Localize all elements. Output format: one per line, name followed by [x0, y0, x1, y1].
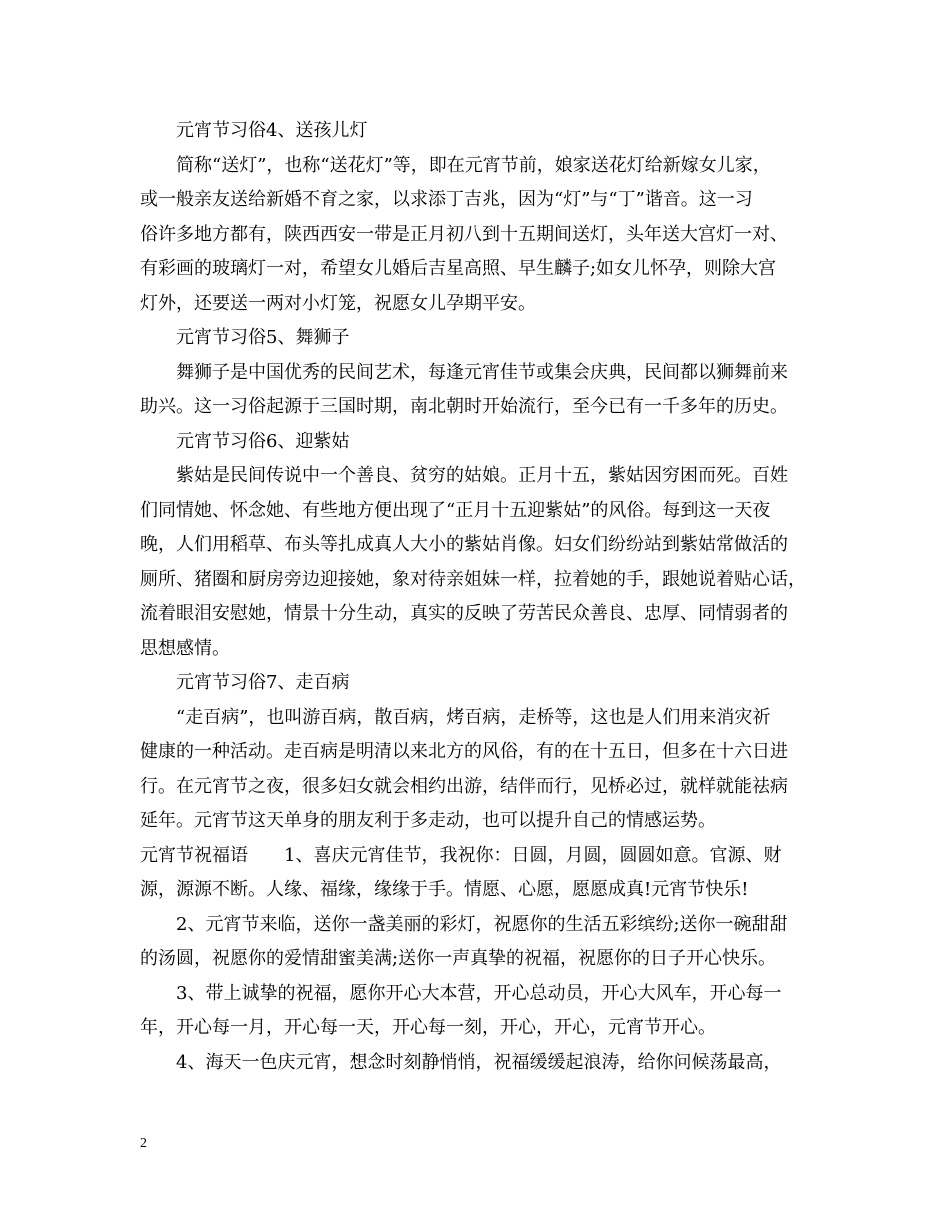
- paragraph-line: 舞狮子是中国优秀的民间艺术，每逢元宵佳节或集会庆典，民间都以狮舞前来: [176, 361, 788, 383]
- paragraph-line: 厕所、猪圈和厨房旁边迎接她，象对待亲姐妹一样，拉着她的手，跟她说着贴心话，: [140, 568, 806, 590]
- paragraph-line: 俗许多地方都有，陕西西安一带是正月初八到十五期间送灯，头年送大宫灯一对、: [140, 223, 788, 245]
- paragraph-line: 4、海天一色庆元宵，想念时刻静悄悄，祝福缓缓起浪涛，给你问候荡最高，: [176, 1051, 782, 1073]
- section-heading: 元宵节习俗5、舞狮子: [176, 327, 350, 348]
- paragraph-line: 紫姑是民间传说中一个善良、贫穷的姑娘。正月十五，紫姑因穷困而死。百姓: [176, 465, 788, 486]
- paragraph-line: 思想感情。: [140, 637, 230, 659]
- section-heading: 元宵节习俗4、送孩儿灯: [176, 120, 368, 141]
- section-heading: 元宵节习俗6、迎紫姑: [176, 430, 350, 452]
- paragraph-line: 有彩画的玻璃灯一对，希望女儿婚后吉星高照、早生麟子;如女儿怀孕，则除大宫: [140, 258, 777, 279]
- paragraph-line: 元宵节祝福语 1、喜庆元宵佳节，我祝你：日圆，月圆，圆圆如意。官源、财: [140, 844, 782, 866]
- paragraph-line: 灯外，还要送一两对小灯笼，祝愿女儿孕期平安。: [140, 292, 536, 314]
- paragraph-line: 延年。元宵节这天单身的朋友利于多走动，也可以提升自己的情感运势。: [140, 810, 716, 831]
- paragraph-line: 们同情她、怀念她、有些地方便出现了“正月十五迎紫姑”的风俗。每到这一天夜: [140, 499, 771, 521]
- paragraph-line: “走百病”，也叫游百病，散百病，烤百病，走桥等，这也是人们用来消灾祈: [176, 706, 771, 728]
- paragraph-line: 行。在元宵节之夜，很多妇女就会相约出游，结伴而行，见桥必过，就样就能祛病: [140, 775, 788, 797]
- paragraph-line: 的汤圆，祝愿你的爱情甜蜜美满;送你一声真挚的祝福，祝愿你的日子开心快乐。: [140, 948, 777, 969]
- paragraph-line: 2、元宵节来临，送你一盏美丽的彩灯，祝愿你的生活五彩缤纷;送你一碗甜甜: [176, 913, 788, 935]
- paragraph-line: 流着眼泪安慰她，情景十分生动，真实的反映了劳苦民众善良、忠厚、同情弱者的: [140, 603, 788, 624]
- paragraph-line: 简称“送灯”，也称“送花灯”等，即在元宵节前，娘家送花灯给新嫁女儿家，: [176, 154, 771, 176]
- section-heading: 元宵节习俗7、走百病: [176, 672, 350, 693]
- paragraph-line: 年，开心每一月，开心每一天，开心每一刻，开心，开心，元宵节开心。: [140, 1017, 716, 1038]
- document-body: [140, 114, 830, 1080]
- paragraph-line: 源，源源不断。人缘、福缘，缘缘于手。情愿、心愿，愿愿成真!元宵节快乐!: [140, 879, 749, 900]
- paragraph-line: 健康的一种活动。走百病是明清以来北方的风俗，有的在十五日，但多在十六日进: [140, 741, 788, 762]
- paragraph-line: 助兴。这一习俗起源于三国时期，南北朝时开始流行，至今已有一千多年的历史。: [140, 396, 788, 417]
- page-number: 2: [140, 1136, 147, 1151]
- paragraph-line: 晚，人们用稻草、布头等扎成真人大小的紫姑肖像。妇女们纷纷站到紫姑常做活的: [140, 534, 788, 555]
- paragraph-line: 或一般亲友送给新婚不育之家，以求添丁吉兆，因为“灯”与“丁”谐音。这一习: [140, 189, 753, 210]
- paragraph-line: 3、带上诚挚的祝福，愿你开心大本营，开心总动员，开心大风车，开心每一: [176, 982, 782, 1004]
